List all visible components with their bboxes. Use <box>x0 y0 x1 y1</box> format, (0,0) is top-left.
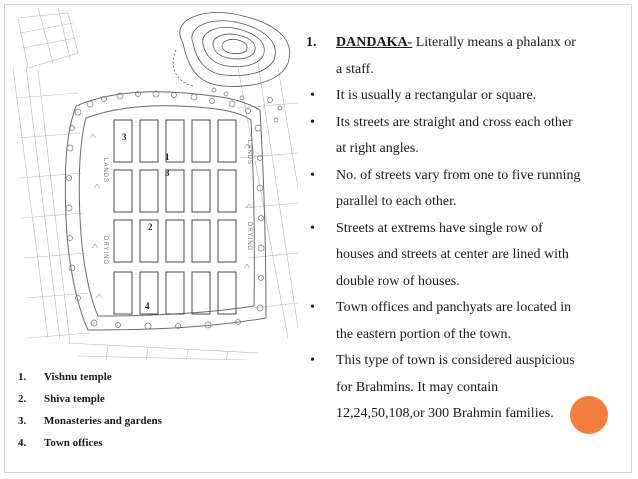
bullet-item <box>306 163 626 190</box>
legend-item <box>18 388 298 410</box>
bullet-list <box>306 83 626 428</box>
bullet-continuation <box>306 242 626 269</box>
legend-label: Monasteries and gardens <box>44 415 162 427</box>
bullet-text: It is usually a rectangular or square. <box>336 88 537 103</box>
bullet-text: parallel to each other. <box>336 194 457 209</box>
bullet-text: the eastern portion of the town. <box>336 326 511 342</box>
map-side-label-left-bottom: DRYING <box>102 236 108 266</box>
heading-rest: Literally means a phalanx or <box>412 35 576 50</box>
legend-number: 1. <box>18 371 27 383</box>
bullet-text: 12,24,50,108,or 300 Brahmin families. <box>336 406 554 421</box>
bullet-item <box>306 348 626 375</box>
bullet-continuation <box>306 136 626 163</box>
accent-circle <box>570 396 608 434</box>
legend-label: Town offices <box>44 437 103 449</box>
bullet-continuation <box>306 322 626 349</box>
boundary-trees <box>66 88 282 329</box>
heading-continuation: a staff. <box>336 61 374 77</box>
bullet-dot: • <box>310 114 315 130</box>
bullet-text: double row of houses. <box>336 273 460 289</box>
town-blocks <box>114 120 236 314</box>
bullet-dot: • <box>310 300 315 315</box>
slide-content <box>306 30 626 428</box>
pavement-grid <box>13 8 298 360</box>
legend-item <box>18 410 298 432</box>
map-side-label-right-bottom: DRYING <box>246 222 252 252</box>
map-number-3-top: 3 <box>122 132 127 142</box>
map-number-3: 3 <box>165 168 170 178</box>
town-plan-map <box>8 8 298 360</box>
heading-term: DANDAKA- <box>336 35 413 50</box>
bullet-dot: • <box>310 220 315 236</box>
hill-contours <box>173 12 289 86</box>
heading-text <box>336 30 576 57</box>
legend-number: 2. <box>18 393 27 405</box>
bullet-continuation <box>306 189 626 216</box>
town-plan-sketch <box>8 8 298 360</box>
bullet-item <box>306 216 626 243</box>
legend-number: 4. <box>18 437 27 449</box>
bullet-item <box>306 295 626 322</box>
map-number-1: 1 <box>165 152 170 162</box>
bullet-text: Streets at extrems have single row of <box>336 220 543 236</box>
bullet-text: Town offices and panchyats are located in <box>336 300 572 315</box>
heading-line <box>306 30 626 57</box>
legend-label: Shiva temple <box>44 393 105 405</box>
bullet-text: houses and streets at center are lined with <box>336 247 569 262</box>
bullet-text: Its streets are straight and cross each other <box>336 114 573 130</box>
map-side-label-right-top: LANDS <box>246 140 252 166</box>
map-legend <box>18 366 298 454</box>
map-side-label-left-top: LANDS <box>102 158 108 184</box>
bullet-text: No. of streets vary from one to five running <box>336 167 581 183</box>
bullet-continuation <box>306 269 626 296</box>
bullet-continuation <box>306 375 626 402</box>
bullet-dot: • <box>310 167 315 183</box>
bullet-dot: • <box>310 88 315 103</box>
bullet-text: This type of town is considered auspicious <box>336 353 575 368</box>
heading-number: 1. <box>306 35 317 50</box>
bullet-text: for Brahmins. It may contain <box>336 379 499 395</box>
bullet-item <box>306 83 626 110</box>
bullet-text: at right angles. <box>336 141 419 156</box>
bullet-item <box>306 110 626 137</box>
legend-item <box>18 432 298 454</box>
map-number-2: 2 <box>148 222 153 232</box>
bullet-dot: • <box>310 353 315 368</box>
legend-item <box>18 366 298 388</box>
legend-label: Vishnu temple <box>44 371 112 383</box>
map-number-4: 4 <box>145 301 150 311</box>
legend-number: 3. <box>18 415 27 427</box>
